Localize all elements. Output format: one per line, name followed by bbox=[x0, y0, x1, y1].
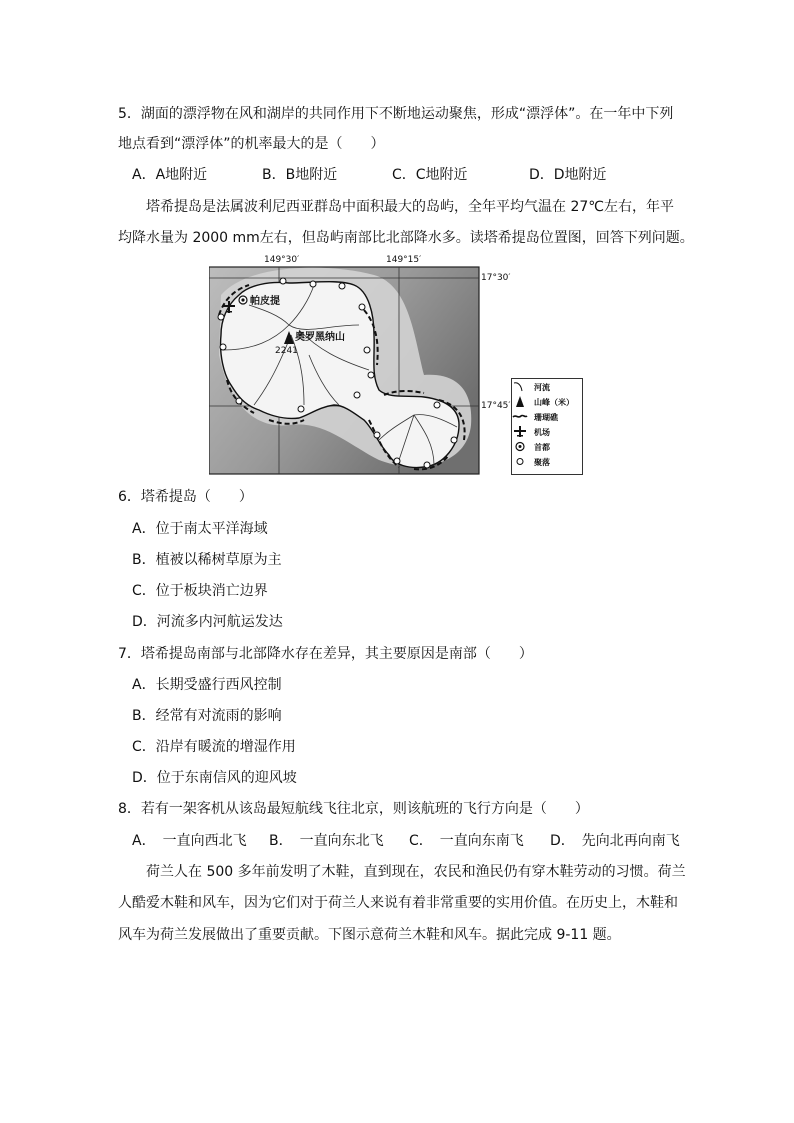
capital-icon bbox=[512, 440, 528, 453]
latitude-label-2: 17°45′ bbox=[481, 401, 511, 411]
peak-height: 2241 bbox=[275, 346, 298, 356]
legend-coral-reef: 珊瑚礁 bbox=[512, 410, 584, 425]
question-5-stem-line2: 地点看到“漂浮体”的机率最大的是（ ） bbox=[118, 136, 385, 152]
peak-icon bbox=[512, 395, 528, 408]
intro-paragraph-line2: 均降水量为 2000 mm左右，但岛屿南部比北部降水多。读塔希提岛位置图，回答下列问题。 bbox=[118, 230, 694, 246]
legend-airport: 机场 bbox=[512, 425, 584, 440]
coral-reef-icon bbox=[512, 410, 528, 423]
legend-peak: 山峰（米） bbox=[512, 395, 584, 410]
option-a[interactable]: A．A地附近 bbox=[132, 167, 208, 183]
question-8-options bbox=[132, 831, 682, 851]
longitude-label-2: 149°15′ bbox=[386, 255, 422, 265]
netherlands-paragraph-line3: 风车为荷兰发展做出了重要贡献。下图示意荷兰木鞋和风车。据此完成 9-11 题。 bbox=[118, 927, 621, 943]
capital-label: 帕皮提 bbox=[250, 296, 280, 307]
option-d[interactable]: D．D地附近 bbox=[529, 167, 607, 183]
latitude-label-1: 17°30′ bbox=[481, 273, 511, 283]
option-b[interactable]: B． 一直向东北飞 bbox=[269, 833, 384, 849]
option-a[interactable]: A． 一直向西北飞 bbox=[132, 833, 247, 849]
question-7-option-b[interactable]: B．经常有对流雨的影响 bbox=[132, 708, 282, 724]
longitude-label-1: 149°30′ bbox=[264, 255, 300, 265]
question-5-stem-line1: 5．湖面的漂浮物在风和湖岸的共同作用下不断地运动聚焦，形成“漂浮体”。在一年中下列 bbox=[118, 106, 674, 122]
capital-marker bbox=[239, 296, 247, 304]
question-7-stem: 7．塔希提岛南部与北部降水存在差异，其主要原因是南部（ ） bbox=[118, 646, 533, 662]
option-c[interactable]: C．C地附近 bbox=[392, 167, 468, 183]
question-6-option-c[interactable]: C．位于板块消亡边界 bbox=[132, 583, 268, 599]
question-6-option-d[interactable]: D．河流多内河航运发达 bbox=[132, 614, 283, 630]
question-6-option-b[interactable]: B．植被以稀树草原为主 bbox=[132, 552, 282, 568]
question-7-option-a[interactable]: A．长期受盛行西风控制 bbox=[132, 677, 282, 693]
option-d[interactable]: D． 先向北再向南飞 bbox=[550, 833, 680, 849]
question-6-stem: 6．塔希提岛（ ） bbox=[118, 489, 253, 505]
airport-icon bbox=[512, 425, 528, 438]
question-7-option-c[interactable]: C．沿岸有暖流的增湿作用 bbox=[132, 739, 296, 755]
legend-settlement: 聚落 bbox=[512, 455, 584, 470]
netherlands-paragraph-line1: 荷兰人在 500 多年前发明了木鞋，直到现在，农民和渔民仍有穿木鞋劳动的习惯。荷兰 bbox=[146, 864, 686, 880]
peak-label: 奥罗黑纳山 bbox=[295, 332, 345, 343]
map-legend bbox=[511, 378, 583, 475]
intro-paragraph-line1: 塔希提岛是法属波利尼西亚群岛中面积最大的岛屿，全年平均气温在 27℃左右，年平 bbox=[146, 199, 674, 215]
settlement-icon bbox=[512, 455, 528, 468]
question-8-stem: 8．若有一架客机从该岛最短航线飞往北京，则该航班的飞行方向是（ ） bbox=[118, 801, 589, 817]
question-6-option-a[interactable]: A．位于南太平洋海域 bbox=[132, 521, 268, 537]
question-7-option-d[interactable]: D．位于东南信风的迎风坡 bbox=[132, 770, 297, 786]
tahiti-location-map bbox=[209, 255, 585, 477]
netherlands-paragraph-line2: 人酷爱木鞋和风车，因为它们对于荷兰人来说有着非常重要的实用价值。在历史上，木鞋和 bbox=[118, 895, 678, 911]
option-b[interactable]: B．B地附近 bbox=[262, 167, 338, 183]
legend-river: 河流 bbox=[512, 380, 584, 395]
option-c[interactable]: C． 一直向东南飞 bbox=[409, 833, 524, 849]
legend-capital: 首都 bbox=[512, 440, 584, 455]
question-5-options bbox=[132, 165, 632, 185]
river-icon bbox=[512, 380, 528, 393]
